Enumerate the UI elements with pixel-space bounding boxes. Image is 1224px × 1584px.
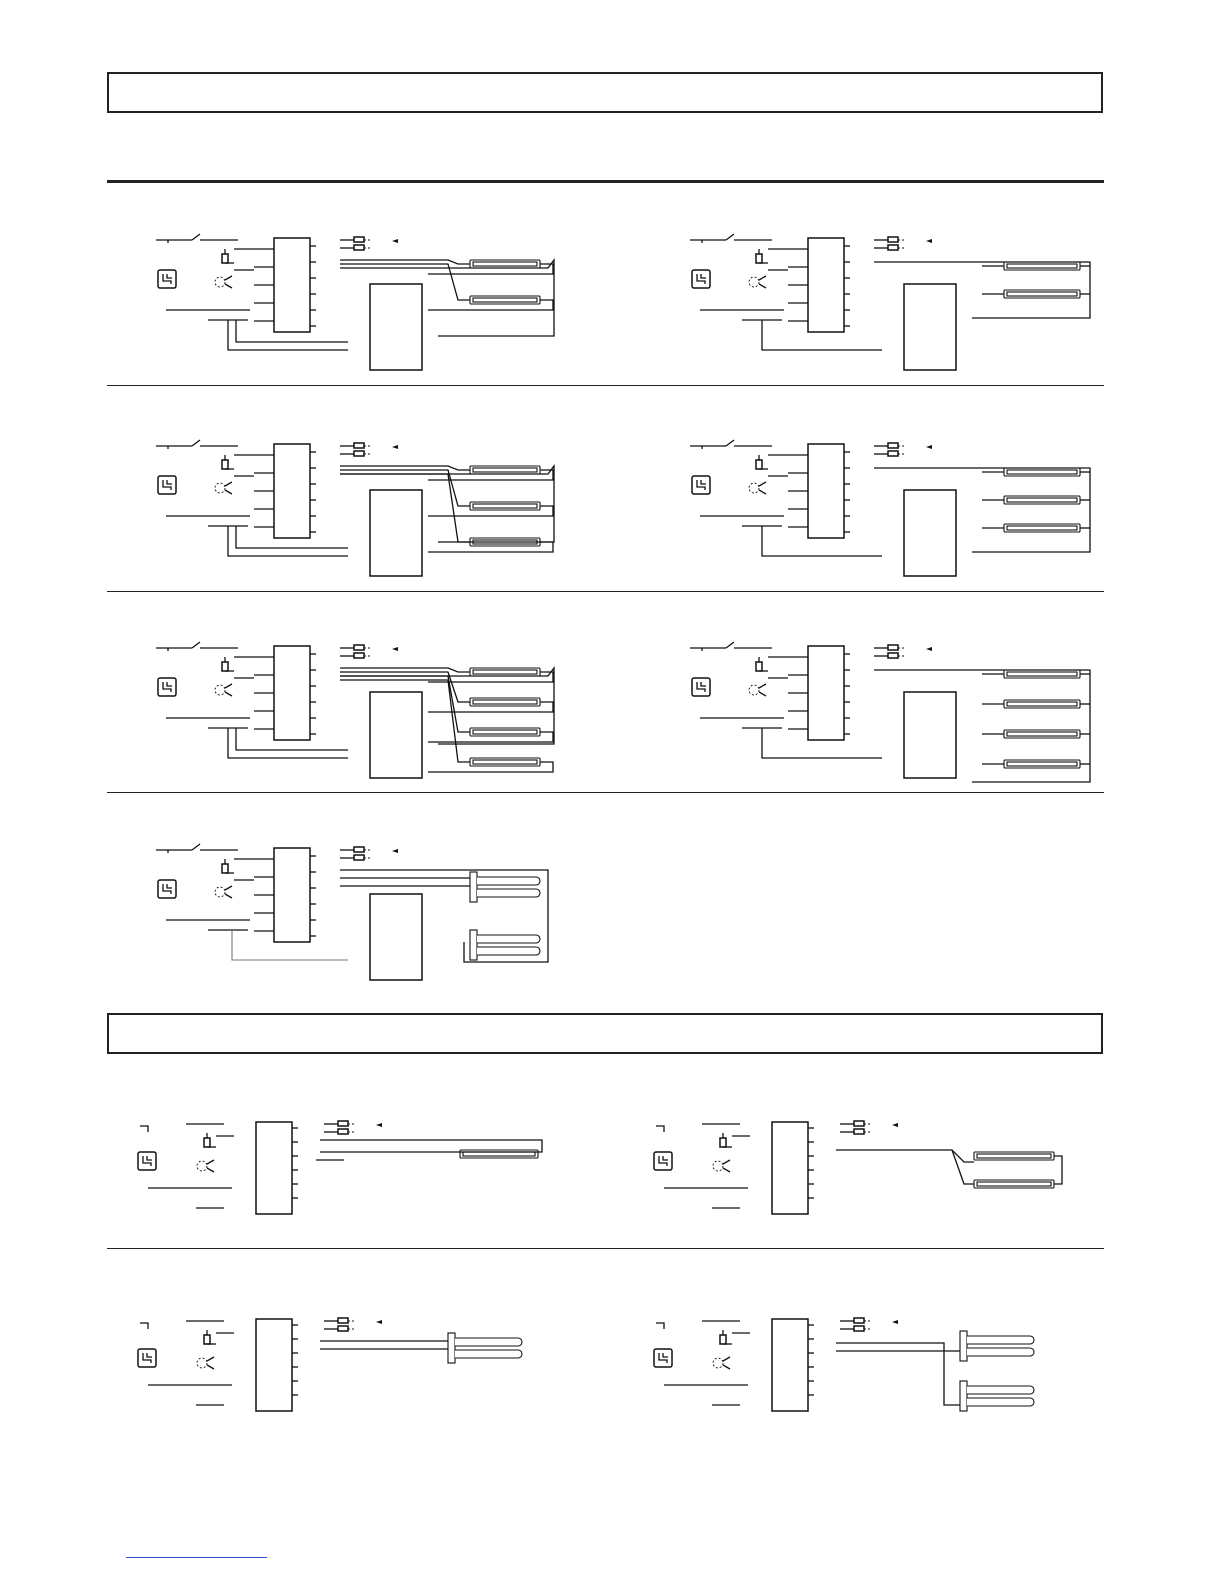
fuse-icon	[720, 1133, 732, 1147]
lamp-indicator-icon	[713, 1160, 730, 1172]
test-switch-icon	[324, 1121, 382, 1134]
ballast-box	[370, 894, 422, 980]
linear-lamp	[470, 758, 540, 766]
three-lamp-linear-parallel	[642, 438, 1112, 588]
linear-lamp	[470, 260, 540, 268]
linear-lamp	[1004, 524, 1080, 532]
relay-module	[274, 848, 310, 942]
switch-icon	[156, 440, 238, 449]
test-switch-icon	[340, 443, 398, 456]
lamp-indicator-icon	[215, 482, 232, 494]
ballast-box	[904, 692, 956, 778]
section-1-rule	[107, 180, 1104, 183]
corner-bracket	[656, 1323, 664, 1329]
lamp-indicator-icon	[197, 1357, 214, 1369]
lamp-indicator-icon	[215, 886, 232, 898]
battery-icon	[692, 678, 710, 696]
linear-lamp	[470, 296, 540, 304]
fuse-icon	[222, 249, 234, 263]
battery-icon	[158, 678, 176, 696]
battery-icon	[138, 1152, 156, 1170]
test-switch-icon	[840, 1318, 898, 1331]
battery-icon	[692, 270, 710, 288]
two-lamp-compact	[624, 1315, 1094, 1425]
relay-module	[808, 238, 844, 332]
battery-icon	[692, 476, 710, 494]
linear-lamp	[1004, 496, 1080, 504]
test-switch-icon	[874, 645, 932, 658]
row-divider-3	[107, 792, 1104, 793]
ballast-box	[370, 692, 422, 778]
row-divider-2	[107, 591, 1104, 592]
corner-bracket	[140, 1126, 148, 1132]
row-divider-1	[107, 385, 1104, 386]
switch-icon	[156, 234, 238, 243]
ballast-box	[370, 490, 422, 576]
lamp-indicator-icon	[197, 1160, 214, 1172]
row-divider-4	[107, 1248, 1104, 1249]
linear-lamp	[974, 1152, 1054, 1160]
lamp-indicator-icon	[749, 684, 766, 696]
section-1-header-box	[107, 72, 1103, 113]
lamp-indicator-icon	[215, 684, 232, 696]
relay-module	[274, 646, 310, 740]
linear-lamp	[1004, 468, 1080, 476]
battery-icon	[138, 1349, 156, 1367]
relay-module	[808, 444, 844, 538]
linear-lamp	[470, 698, 540, 706]
two-lamp-linear	[624, 1118, 1094, 1228]
test-switch-icon	[840, 1121, 898, 1134]
switch-icon	[156, 642, 238, 651]
test-switch-icon	[340, 237, 398, 250]
corner-bracket	[656, 1126, 664, 1132]
compact-lamp	[470, 930, 540, 960]
linear-lamp	[1004, 262, 1080, 270]
relay-module	[772, 1319, 808, 1411]
fuse-icon	[756, 657, 768, 671]
four-lamp-linear-series	[108, 640, 578, 790]
linear-lamp	[470, 502, 540, 510]
battery-icon	[654, 1152, 672, 1170]
linear-lamp	[1004, 700, 1080, 708]
relay-module	[772, 1122, 808, 1214]
relay-module	[808, 646, 844, 740]
linear-lamp	[974, 1180, 1054, 1188]
linear-lamp	[470, 728, 540, 736]
relay-module	[274, 444, 310, 538]
fuse-icon	[222, 455, 234, 469]
linear-lamp	[460, 1150, 538, 1158]
battery-icon	[158, 880, 176, 898]
linear-lamp	[1004, 760, 1080, 768]
battery-icon	[654, 1349, 672, 1367]
linear-lamp	[1004, 730, 1080, 738]
switch-icon	[690, 440, 772, 449]
test-switch-icon	[324, 1318, 382, 1331]
test-switch-icon	[340, 847, 398, 860]
fuse-icon	[720, 1330, 732, 1344]
corner-bracket	[140, 1323, 148, 1329]
test-switch-icon	[340, 645, 398, 658]
compact-lamp	[960, 1331, 1034, 1361]
compact-lamp	[470, 872, 540, 902]
fuse-icon	[756, 455, 768, 469]
lamp-indicator-icon	[215, 276, 232, 288]
fuse-icon	[204, 1133, 216, 1147]
linear-lamp	[470, 668, 540, 676]
fuse-icon	[222, 859, 234, 873]
fuse-icon	[222, 657, 234, 671]
fuse-icon	[756, 249, 768, 263]
relay-module	[256, 1122, 292, 1214]
ballast-box	[904, 284, 956, 370]
fuse-icon	[204, 1330, 216, 1344]
ballast-box	[904, 490, 956, 576]
two-lamp-linear-series	[108, 232, 578, 382]
compact-lamp	[960, 1381, 1034, 1411]
three-lamp-linear-series	[108, 438, 578, 588]
relay-module	[256, 1319, 292, 1411]
linear-lamp	[1004, 670, 1080, 678]
lamp-indicator-icon	[749, 276, 766, 288]
footer-link[interactable]	[126, 1557, 267, 1558]
linear-lamp	[470, 466, 540, 474]
one-lamp-linear	[108, 1118, 578, 1228]
battery-icon	[158, 476, 176, 494]
lamp-indicator-icon	[749, 482, 766, 494]
battery-icon	[158, 270, 176, 288]
section-2-header-box	[107, 1013, 1103, 1054]
switch-icon	[690, 642, 772, 651]
two-lamp-linear-parallel	[642, 232, 1112, 382]
linear-lamp	[1004, 290, 1080, 298]
test-switch-icon	[874, 237, 932, 250]
one-lamp-compact	[108, 1315, 578, 1425]
test-switch-icon	[874, 443, 932, 456]
ballast-box	[370, 284, 422, 370]
four-lamp-linear-parallel	[642, 640, 1112, 790]
switch-icon	[156, 844, 238, 853]
lamp-indicator-icon	[713, 1357, 730, 1369]
two-lamp-compact	[108, 842, 578, 992]
compact-lamp	[448, 1333, 522, 1363]
relay-module	[274, 238, 310, 332]
switch-icon	[690, 234, 772, 243]
